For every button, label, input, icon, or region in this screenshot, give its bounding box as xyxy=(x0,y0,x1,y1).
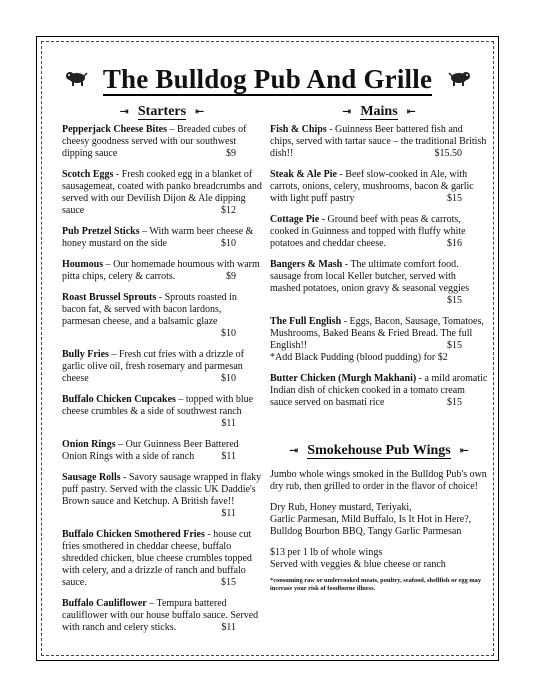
menu-item xyxy=(270,373,488,409)
menu-item-name: Buffalo Cauliflower xyxy=(62,598,147,609)
menu-item xyxy=(270,169,488,205)
menu-item-price: $11 xyxy=(221,508,236,519)
menu-item-price: $11 xyxy=(221,451,236,462)
arrow-left-right-icon: ⇤ xyxy=(406,106,416,118)
menu-item-price: $15 xyxy=(447,340,462,351)
menu-item-name: Sausage Rolls xyxy=(62,472,121,483)
menu-item xyxy=(62,394,262,430)
menu-item-name: Bully Fries xyxy=(62,349,109,360)
arrow-left-right-icon: ⇤ xyxy=(195,106,205,118)
menu-item-name: The Full English xyxy=(270,316,342,327)
starters-heading: ⇥ Starters ⇤ xyxy=(119,104,205,119)
mains-column xyxy=(270,106,488,593)
menu-item-description: - Eggs, Bacon, Sausage, Tomatoes, Mushrooms, Baked Beans & Fried Bread. The full English!! xyxy=(270,316,484,351)
menu-item-price: $9 xyxy=(226,148,236,159)
menu-item-description: - house cut fries smothered in cheddar cheese, buffalo shredded chicken, blue cheese crumbles topped with celery, and a drizzle of ranch and buffalo sauce. xyxy=(62,529,252,588)
menu-item-name: Buffalo Chicken Smothered Fries xyxy=(62,529,205,540)
menu-item-description: - Fresh cooked egg in a blanket of sausagemeat, coated with panko breadcrumbs and served with our Devilish Dijon & Ale dipping sauce xyxy=(62,169,262,216)
menu-item-description: – Tempura battered cauliflower with our house buffalo sauce. Served with ranch and celery sticks. xyxy=(62,598,259,633)
menu-item-description: - The ultimate comfort food. sausage from local Keller butcher, served with mashed potatoes, onion gravy & seasonal veggies xyxy=(270,259,470,294)
menu-item xyxy=(62,292,262,340)
arrow-left-right-icon: ⇥ xyxy=(119,106,129,118)
menu-item-price: $15 xyxy=(447,193,462,204)
menu-item-description: – With warm beer cheese & honey mustard on the side xyxy=(62,226,254,249)
wings-pricing: $13 per 1 lb of whole wings Served with veggies & blue cheese or ranch xyxy=(270,547,446,570)
menu-item-price: $12 xyxy=(221,205,236,216)
menu-item-description: - a mild aromatic Indian dish of chicken cooked in a tomato cream sauce served on basmati rice xyxy=(270,373,488,408)
menu-item-name: Fish & Chips xyxy=(270,124,327,135)
menu-item-description: – Our homemade houmous with warm pitta chips, celery & carrots. xyxy=(62,259,260,282)
menu-item-name: Houmous xyxy=(62,259,104,270)
menu-item xyxy=(62,349,262,385)
menu-item-name: Roast Brussel Sprouts xyxy=(62,292,157,303)
menu-item-description: - Sprouts roasted in bacon fat, & served with bacon lardons, parmesan cheese, and a balsamic glaze xyxy=(62,292,237,327)
menu-item-price: $15.50 xyxy=(434,148,462,159)
wings-section xyxy=(270,469,488,593)
menu-item-description: - Guinness Beer battered fish and chips, served with tartar sauce – the traditional British dish!! xyxy=(270,124,487,159)
wings-intro: Jumbo whole wings smoked in the Bulldog Pub's own dry rub, then grilled to order in the flavor of choice! xyxy=(270,469,487,492)
arrow-left-right-icon: ⇤ xyxy=(459,445,469,457)
menu-item-price: $15 xyxy=(221,577,236,588)
menu-item-price: $15 xyxy=(447,397,462,408)
menu-item-name: Pepperjack Cheese Bites xyxy=(62,124,167,135)
menu-item-description: – topped with blue cheese crumbles & a side of southwest ranch xyxy=(62,394,254,417)
menu-item xyxy=(270,214,488,250)
menu-item-description: - Savory sausage wrapped in flaky puff pastry. Served with the classic UK Daddie's Brown sauce and Ketchup. A British fave!! xyxy=(62,472,262,507)
menu-item-name: Pub Pretzel Sticks xyxy=(62,226,140,237)
menu-item-price: $11 xyxy=(221,418,236,429)
menu-item-note: *Add Black Pudding (blood pudding) for $2 xyxy=(270,352,448,363)
menu-item-description: – Our Guinness Beer Battered Onion Rings with a side of ranch xyxy=(62,439,239,462)
menu-item xyxy=(62,169,262,217)
menu-item xyxy=(270,316,488,364)
menu-item-name: Onion Rings xyxy=(62,439,116,450)
menu-item-description: – Fresh cut fries with a drizzle of garlic olive oil, fresh rosemary and parmesan cheese xyxy=(62,349,244,384)
menu-item-price: $9 xyxy=(226,271,236,282)
wings-flavors: Dry Rub, Honey mustard, Teriyaki, Garlic Parmesan, Mild Buffalo, Is It Hot in Here?, Bulldog Bourbon BBQ, Tangy Garlic Parmesan xyxy=(270,502,472,537)
menu-item-name: Steak & Ale Pie xyxy=(270,169,337,180)
menu-item-price: $15 xyxy=(447,295,462,306)
menu-item-description: - Ground beef with peas & carrots, cooked in Guinness and topped with fluffy white potatoes and cheddar cheese. xyxy=(270,214,466,249)
menu-item-name: Butter Chicken (Murgh Makhani) xyxy=(270,373,417,384)
menu-item xyxy=(62,529,262,589)
menu-item xyxy=(62,259,262,283)
menu-item-name: Bangers & Mash xyxy=(270,259,343,270)
menu-item xyxy=(270,259,488,307)
menu-item-price: $16 xyxy=(447,238,462,249)
menu-item-name: Cottage Pie xyxy=(270,214,320,225)
menu-item xyxy=(62,598,262,634)
page-title: The Bulldog Pub And Grille xyxy=(102,64,433,94)
menu-item-name: Scotch Eggs xyxy=(62,169,114,180)
arrow-left-right-icon: ⇥ xyxy=(342,106,352,118)
wings-heading: ⇥ Smokehouse Pub Wings ⇤ xyxy=(289,443,469,458)
starters-column xyxy=(62,106,262,643)
menu-item-price: $11 xyxy=(221,622,236,633)
menu-item xyxy=(62,439,262,463)
mains-heading: ⇥ Mains ⇤ xyxy=(342,104,416,119)
menu-item-description: – Breaded cubes of cheesy goodness served with our southwest dipping sauce xyxy=(62,124,247,159)
starters-list xyxy=(62,124,262,634)
menu-item-price: $10 xyxy=(221,373,236,384)
menu-item-price: $10 xyxy=(221,328,236,339)
menu-item-name: Buffalo Chicken Cupcakes xyxy=(62,394,176,405)
mains-list xyxy=(270,124,488,409)
menu-item-description: - Beef slow-cooked in Ale, with carrots, onions, celery, mushrooms, bacon & garlic with light puff pastry xyxy=(270,169,474,204)
menu-item xyxy=(62,226,262,250)
menu-item xyxy=(62,472,262,520)
menu-item xyxy=(62,124,262,160)
arrow-left-right-icon: ⇥ xyxy=(289,445,299,457)
food-safety-disclaimer: *consuming raw or undercooked meats, poultry, seafood, shellfish or egg may increase your risk of foodborne illness. xyxy=(270,577,482,592)
menu-item-price: $10 xyxy=(221,238,236,249)
menu-item xyxy=(270,124,488,160)
